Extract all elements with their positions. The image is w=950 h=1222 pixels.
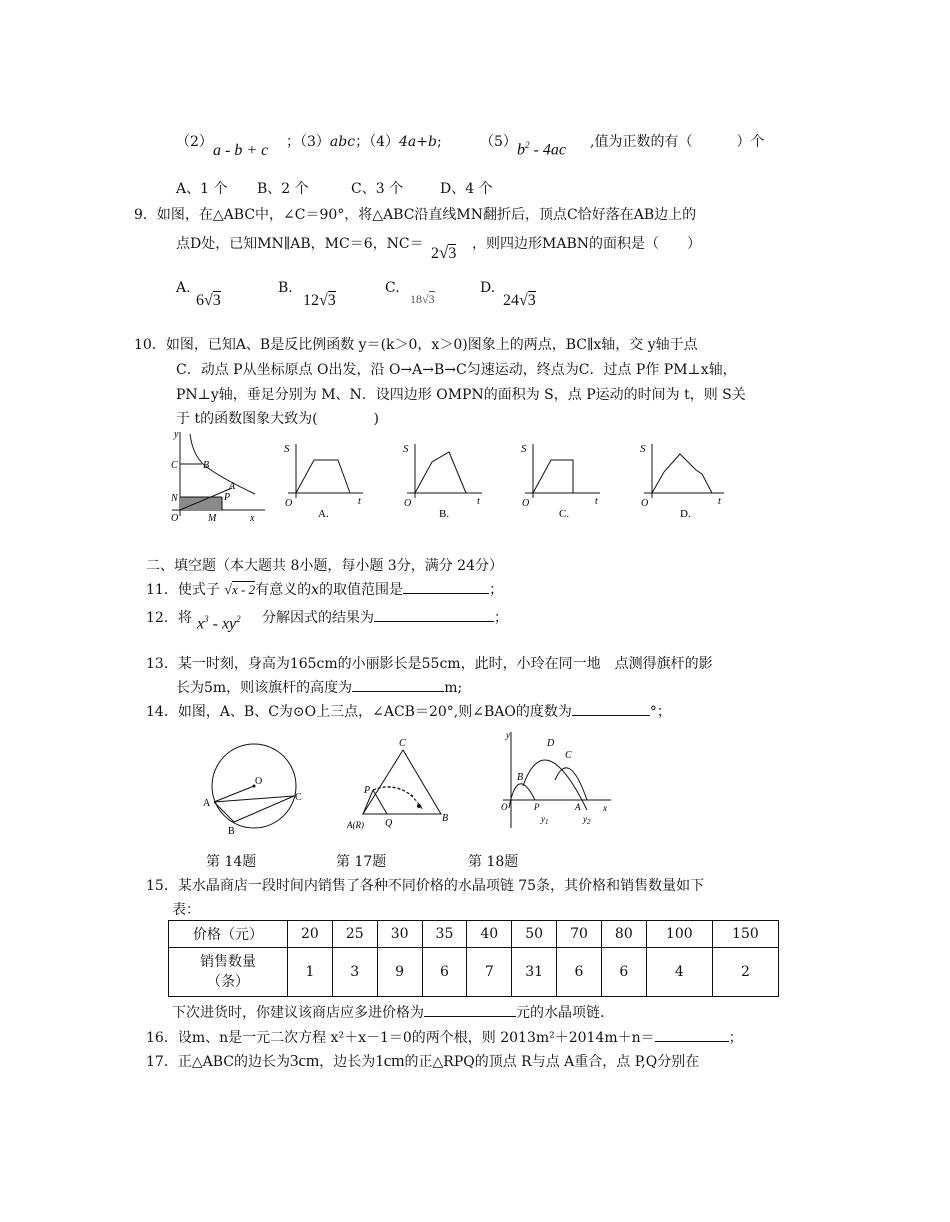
q13-text-a: 长为5m，则该旗杆的高度为 (176, 680, 353, 696)
q9-line2-tail: ，则四边形MABN的面积是（ ） (472, 236, 701, 252)
section-2-heading: 二、填空题（本大题共 8小题，每小题 3分，满分 24分） (146, 558, 503, 574)
q10-label-n: N (171, 493, 178, 504)
q10-a-label: A. (318, 508, 329, 520)
q10-d-axis-s: S (640, 443, 646, 455)
q10-option-c-graph (515, 440, 605, 522)
q12-exp1: 3 (204, 614, 209, 624)
q11-radical: √x - 2 (224, 582, 256, 598)
q10-shaded-rect (180, 497, 222, 510)
q9-nc-coef: 2 (431, 245, 439, 262)
q9-c-coef: 18 (410, 292, 422, 306)
q9-b-coef: 12 (303, 292, 319, 309)
q16-line (146, 1027, 743, 1047)
q10-c-axis-s: S (521, 443, 527, 455)
q9-option-b-label: B. (278, 280, 293, 296)
table-cell: 70 (557, 921, 602, 948)
q9-nc-value: 2√3 (431, 243, 457, 262)
table-cell: 150 (712, 921, 778, 948)
q9-option-c-value: 18√3 (410, 292, 435, 306)
q10-label-o: O (171, 513, 179, 524)
q8-expr5 (517, 140, 566, 159)
q9-option-d-value: 24√3 (503, 292, 536, 309)
table-cell: 20 (288, 921, 333, 948)
fig17-label-a: A(R) (347, 820, 364, 830)
q14-text-a: 14．如图，A、B、C为⊙O上三点，∠ACB＝20°,则∠BAO的度数为 (146, 704, 572, 720)
table-cell: 1 (288, 948, 333, 997)
q17-text-a: 17．正△ABC的边长为 (146, 1054, 290, 1070)
q12-xy: - xy (208, 615, 237, 633)
fig17-label-b: B (442, 813, 449, 824)
table-cell: 35 (422, 921, 467, 948)
q10-label-m: M (208, 513, 217, 524)
q8-option-c: C、3 个 (351, 181, 404, 197)
table-cell: 50 (512, 921, 557, 948)
fig18-label-y: y (506, 730, 510, 740)
q10-a-axis-o: O (285, 498, 293, 509)
q11-radicand: x - 2 (231, 582, 256, 597)
q9-option-d-label: D. (480, 280, 496, 296)
q15-answer-blank[interactable] (424, 1002, 516, 1017)
figure-14 (200, 736, 310, 836)
q11-text-b: 有意义的 (255, 582, 312, 598)
fig18-label-b: B (517, 772, 524, 783)
q8-option-a: A、1 个 (176, 181, 228, 197)
q9-nc-rad: 3 (448, 245, 457, 262)
fig17-label-p: P (364, 785, 371, 796)
q8-4ab: 4a+b (399, 134, 437, 150)
q10-label-c: C (171, 460, 178, 471)
table-header-qty-2: （条） (207, 974, 249, 990)
q10-option-d-graph (634, 440, 729, 522)
q13-line1: 13．某一时刻，身高为165cm的小丽影长是55cm，此时，小玲在同一地 点测得旗杆的影 (146, 656, 713, 672)
q8-part5-label: （5） (480, 134, 517, 150)
q9-option-b-value: 12√3 (303, 292, 336, 309)
q10-line1: 10．如图，已知A、B是反比例函数 y＝(k＞0，x＞0)图象上的两点，BC∥x轴，交 y轴于点 (134, 337, 698, 353)
q10-label-b: B (203, 460, 210, 471)
q10-label-y: y (174, 429, 179, 440)
q8-option-b: B、2 个 (257, 181, 309, 197)
q17-line (146, 1051, 699, 1071)
table-cell: 7 (467, 948, 512, 997)
table-cell: 31 (512, 948, 557, 997)
q8-expr5-exp: 2 (525, 140, 530, 150)
caption-fig14: 第 14题 (206, 854, 257, 870)
q12-answer-blank[interactable] (374, 607, 494, 622)
fig18-label-p: P (534, 802, 540, 812)
table-cell: 4 (646, 948, 712, 997)
q17-text-b: ，边长为 (319, 1054, 376, 1070)
q8-part2-label: （2） (176, 134, 213, 150)
table-cell: 2 (712, 948, 778, 997)
table-header-qty (169, 948, 288, 997)
q15-after (172, 1002, 614, 1022)
table-row (169, 921, 779, 948)
q10-b-axis-s: S (403, 443, 409, 455)
q15-line2: 表： (172, 902, 200, 918)
fig18-label-a: A (575, 802, 581, 812)
q8-tail-a: ,值为正数的有（ (590, 134, 693, 150)
q10-b-axis-t: t (477, 496, 480, 507)
figure-17 (343, 736, 453, 836)
q16-answer-blank[interactable] (655, 1027, 729, 1042)
q8-abc: abc (329, 134, 356, 150)
q10-b-label: B. (439, 508, 450, 520)
q8-line-b (286, 131, 442, 151)
q10-label-p: P (224, 492, 231, 503)
q13-answer-blank[interactable] (352, 677, 444, 692)
q9-c-rad: 3 (428, 292, 435, 306)
table-header-qty-1: 销售数量 (200, 954, 256, 970)
q10-d-label: D. (680, 508, 691, 520)
caption-fig17: 第 17题 (336, 854, 387, 870)
q11-text-d: ； (488, 582, 503, 598)
q14-text-b: °； (649, 704, 671, 720)
q9-option-c-label: C. (385, 280, 400, 296)
q17-text-c: 的正△RPQ的顶点 R与点 A重合，点 P,Q分别在 (404, 1054, 700, 1070)
fig14-label-b: B (228, 826, 235, 836)
q9-a-coef: 6 (196, 292, 204, 309)
q17-side-abc: 3cm (289, 1051, 320, 1070)
q9-option-a-value: 6√3 (196, 292, 221, 309)
q12-exp2: 2 (236, 614, 241, 624)
q10-line3: PN⊥y轴，垂足分别为 M、N．设四边形 OMPN的面积为 S，点 P运动的时间为 t，则 S关 (176, 387, 746, 403)
q8-semicolon: ; (436, 134, 442, 150)
q13-line2 (176, 677, 462, 697)
table-header-price: 价格（元） (169, 921, 288, 948)
q12-text-b: 分解因式的结果为 (262, 610, 374, 626)
q10-d-axis-t: t (718, 496, 721, 507)
fig14-label-c: C (295, 792, 302, 803)
table-cell: 3 (332, 948, 377, 997)
q8-expr5-rest: - 4ac (529, 141, 566, 159)
q11-text-a: 11．使式子 (146, 582, 220, 598)
fig18-label-d: D (547, 738, 555, 749)
q10-line4: 于 t的函数图象大致为( ) (176, 411, 379, 427)
table-row (169, 948, 779, 997)
q9-b-rad: 3 (327, 292, 336, 309)
q12-text-c: ； (494, 610, 508, 626)
q15-after-a: 下次进货时，你建议该商店应多进价格为 (172, 1005, 424, 1021)
q12-expr (197, 614, 241, 633)
fig14-label-a: A (203, 798, 211, 809)
table-cell: 9 (377, 948, 422, 997)
q13-text-b: m; (444, 680, 463, 696)
q9-line2 (176, 233, 424, 253)
q15-after-b: 元的水晶项链． (516, 1005, 614, 1021)
q11-text-c: 的取值范围是 (318, 582, 403, 598)
fig17-label-q: Q (385, 818, 393, 829)
q12-x: x (197, 615, 205, 633)
table-cell: 6 (422, 948, 467, 997)
q10-c-axis-t: t (595, 496, 598, 507)
table-cell: 80 (601, 921, 646, 948)
fig18-label-y2: $y_2$ (583, 814, 591, 826)
q12-tail (262, 607, 508, 627)
table-cell: 30 (377, 921, 422, 948)
q16-text-a: 16．设m、n是一元二次方程 x²＋x－1＝0的两个根，则 2013m²＋2014m＋n＝ (146, 1030, 655, 1046)
q17-side-rpq: 1cm (375, 1051, 405, 1070)
fig18-label-x: x (603, 803, 607, 813)
q10-main-graph (160, 428, 270, 526)
fig18-label-c: C (565, 750, 572, 761)
q15-price-table (168, 920, 779, 997)
q9-d-coef: 24 (503, 292, 519, 309)
q8-expr5-b: b (517, 141, 525, 159)
table-cell: 6 (601, 948, 646, 997)
q14-answer-blank[interactable] (572, 701, 650, 716)
q10-option-a-graph (278, 440, 368, 522)
q9-line2-a: 点D处，已知MN∥AB，MC＝6，NC＝ (176, 236, 424, 252)
table-cell: 6 (557, 948, 602, 997)
q8-line (176, 131, 213, 151)
q11-line (146, 579, 503, 599)
q10-c-label: C. (559, 508, 570, 520)
q8-part4-label: ；（4） (355, 134, 399, 150)
q9-a-rad: 3 (212, 292, 221, 309)
table-cell: 40 (467, 921, 512, 948)
q10-c-axis-o: O (522, 498, 530, 509)
caption-fig18: 第 18题 (468, 854, 519, 870)
q14-line (146, 701, 671, 721)
fig17-triangle-abc (363, 750, 441, 814)
fig18-label-o: O (501, 802, 508, 812)
q10-line2: C．动点 P从坐标原点 O出发，沿 O→A→B→C匀速运动，终点为C．过点 P作 PM⊥x轴， (176, 362, 737, 378)
q9-option-a-label: A. (176, 280, 191, 296)
q10-a-axis-t: t (358, 496, 361, 507)
fig14-label-o: O (255, 776, 263, 787)
q16-text-b: ； (728, 1030, 743, 1046)
q10-b-axis-o: O (404, 498, 412, 509)
q15-line1: 15．某水晶商店一段时间内销售了各种不同价格的水晶项链 75条，其价格和销售数量如下 (146, 878, 705, 894)
q8-option-d: D、4 个 (440, 181, 493, 197)
q8-tail-b: ）个 (736, 134, 765, 150)
q9-line1: 9．如图，在△ABC中，∠C＝90°，将△ABC沿直线MN翻折后，顶点C恰好落在AB边上的 (134, 207, 697, 223)
q10-label-a: A (229, 481, 236, 492)
q10-option-b-graph (397, 440, 487, 522)
figure-18 (495, 728, 615, 836)
q12-label: 12．将 (146, 610, 192, 626)
q9-d-rad: 3 (527, 292, 536, 309)
fig18-label-y1: $y_1$ (541, 814, 549, 826)
q10-a-axis-s: S (284, 443, 290, 455)
table-cell: 25 (332, 921, 377, 948)
fig17-label-c: C (399, 738, 406, 749)
q8-expr2: a - b + c (213, 142, 269, 159)
q8-tail (590, 131, 764, 151)
q10-label-x: x (250, 513, 255, 524)
q10-d-axis-o: O (641, 498, 649, 509)
q11-x: x (311, 582, 319, 598)
q11-answer-blank[interactable] (403, 579, 489, 594)
table-cell: 100 (646, 921, 712, 948)
q8-part3-label: ；（3） (286, 134, 330, 150)
